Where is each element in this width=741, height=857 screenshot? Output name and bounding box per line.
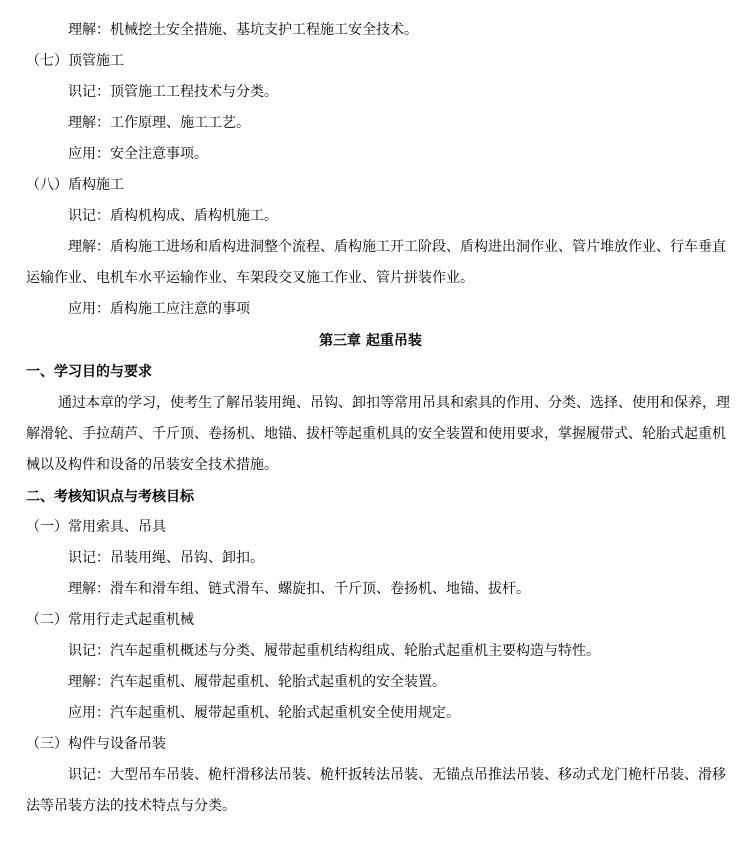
text-line-apply-cranes: 应用：汽车起重机、履带起重机、轮胎式起重机安全使用规定。 [68,705,460,721]
text-line-apply-shield: 应用：盾构施工应注意的事项 [68,301,250,317]
text-line-memorize-lifting-part2: 法等吊装方法的技术特点与分类。 [26,798,236,814]
heading-knowledge-points: 二、考核知识点与考核目标 [26,489,194,505]
text-line-apply-pipe-jacking: 应用：安全注意事项。 [68,146,208,162]
text-line-understand-cranes: 理解：汽车起重机、履带起重机、轮胎式起重机的安全装置。 [68,674,446,690]
text-line-memorize-shield: 识记：盾构机构成、盾构机施工。 [68,208,278,224]
paragraph-goals-line1: 通过本章的学习，使考生了解吊装用绳、吊钩、卸扣等常用吊具和索具的作用、分类、选择、使用和保养，理 [58,395,730,411]
text-line-memorize-rigging: 识记：吊装用绳、吊钩、卸扣。 [68,550,264,566]
text-line-understand-shield-part2: 运输作业、电机车水平运输作业、车架段交叉施工作业、管片拼装作业。 [26,270,474,286]
text-line-understand-excavation: 理解：机械挖土安全措施、基坑支护工程施工安全技术。 [68,22,418,38]
section-title-pipe-jacking: （七）顶管施工 [26,53,124,69]
chapter-title: 第三章 起重吊装 [319,333,422,349]
text-line-understand-rigging: 理解：滑车和滑车组、链式滑车、螺旋扣、千斤顶、卷扬机、地锚、拔杆。 [68,581,530,597]
paragraph-goals-line2: 解滑轮、手拉葫芦、千斤顶、卷扬机、地锚、拔杆等起重机具的安全装置和使用要求，掌握履带式、轮胎式起重机 [26,426,726,442]
section-title-rigging: （一）常用索具、吊具 [26,519,166,535]
section-title-shield: （八）盾构施工 [26,177,124,193]
text-line-understand-shield-part1: 理解：盾构施工进场和盾构进洞整个流程、盾构施工开工阶段、盾构进出洞作业、管片堆放作业、行车垂直 [68,239,726,255]
text-line-memorize-cranes: 识记：汽车起重机概述与分类、履带起重机结构组成、轮胎式起重机主要构造与特性。 [68,643,600,659]
section-title-component-lifting: （三）构件与设备吊装 [26,736,166,752]
text-line-memorize-pipe-jacking: 识记：顶管施工工程技术与分类。 [68,84,278,100]
text-line-understand-pipe-jacking: 理解：工作原理、施工工艺。 [68,115,250,131]
paragraph-goals-line3: 械以及构件和设备的吊装安全技术措施。 [26,457,278,473]
heading-learning-goals: 一、学习目的与要求 [26,364,152,380]
text-line-memorize-lifting-part1: 识记：大型吊车吊装、桅杆滑移法吊装、桅杆扳转法吊装、无锚点吊推法吊装、移动式龙门桅杆吊装、滑移 [68,767,726,783]
section-title-mobile-cranes: （二）常用行走式起重机械 [26,612,194,628]
